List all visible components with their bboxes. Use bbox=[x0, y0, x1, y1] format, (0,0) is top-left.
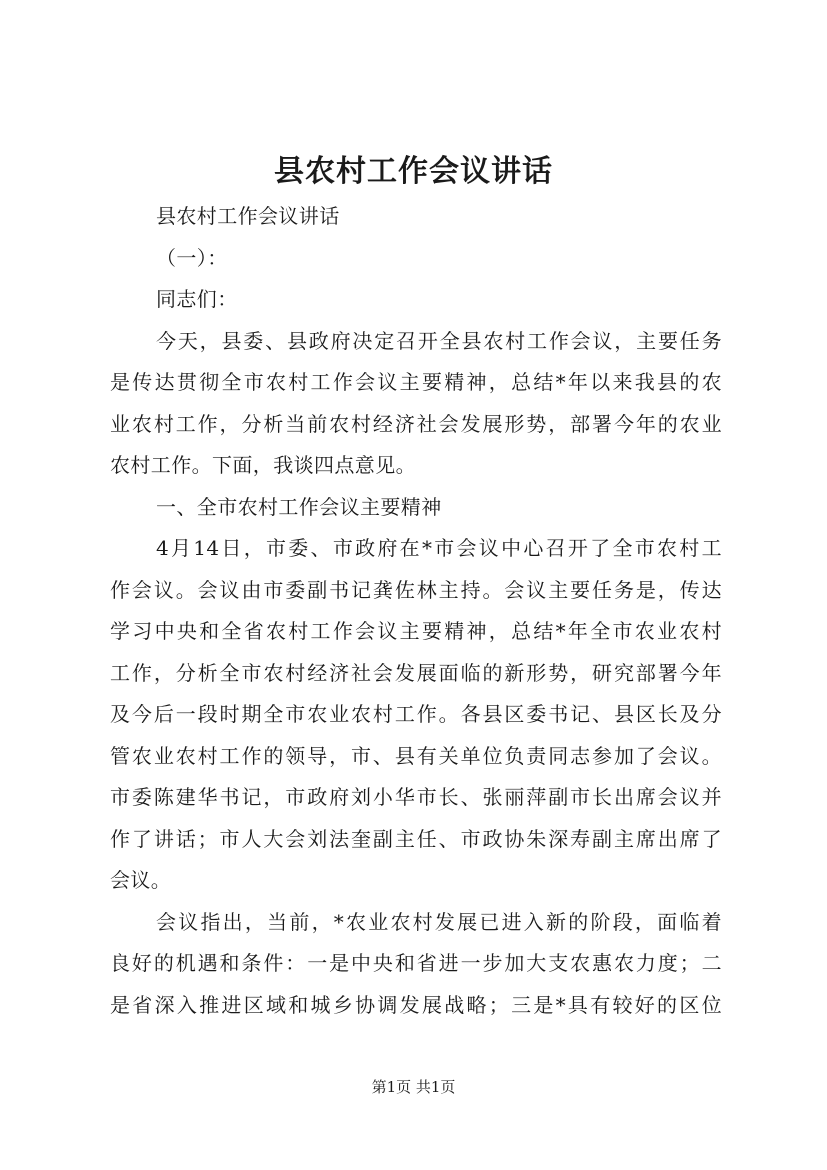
text-line: 作会议。会议由市委副书记龚佐林主持。会议主要任务是，传达 bbox=[110, 577, 722, 602]
text-line: 4月14日，市委、市政府在*市会议中心召开了全市农村工 bbox=[156, 536, 722, 560]
text-line: 农村工作。下面，我谈四点意见。 bbox=[110, 453, 416, 477]
text-line: 良好的机遇和条件：一是中央和省进一步加大支农惠农力度；二 bbox=[110, 951, 722, 975]
text-line: 一、全市农村工作会议主要精神 bbox=[156, 494, 442, 519]
text-line: 及今后一段时期全市农业农村工作。各县区委书记、县区长及分 bbox=[110, 702, 722, 726]
page-footer: 第1页 共1页 bbox=[371, 1078, 456, 1096]
text-line: 学习中央和全省农村工作会议主要精神，总结*年全市农业农村 bbox=[110, 619, 722, 643]
text-line: 今天，县委、县政府决定召开全县农村工作会议，主要任务 bbox=[156, 328, 722, 353]
text-line: 会议指出，当前，*农业农村发展已进入新的阶段，面临着 bbox=[156, 909, 722, 934]
text-line: 管农业农村工作的领导，市、县有关单位负责同志参加了会议。 bbox=[110, 743, 722, 768]
text-line: 是传达贯彻全市农村工作会议主要精神，总结*年以来我县的农 bbox=[110, 370, 722, 394]
text-line: 业农村工作，分析当前农村经济社会发展形势，部署今年的农业 bbox=[110, 411, 722, 436]
document-body bbox=[110, 196, 722, 1026]
document-title: 县农村工作会议讲话 bbox=[274, 154, 553, 189]
text-line: 作了讲话；市人大会刘法奎副主任、市政协朱深寿副主席出席了 bbox=[110, 826, 722, 851]
text-line: 是省深入推进区域和城乡协调发展战略；三是*具有较好的区位 bbox=[110, 992, 722, 1017]
text-line: 会议。 bbox=[110, 868, 172, 892]
text-line: 市委陈建华书记，市政府刘小华市长、张丽萍副市长出席会议并 bbox=[110, 785, 722, 809]
text-line: （一）： bbox=[156, 245, 228, 270]
text-line: 工作，分析全市农村经济社会发展面临的新形势，研究部署今年 bbox=[110, 660, 722, 685]
text-line: 同志们： bbox=[156, 287, 238, 311]
text-line: 县农村工作会议讲话 bbox=[156, 204, 340, 228]
